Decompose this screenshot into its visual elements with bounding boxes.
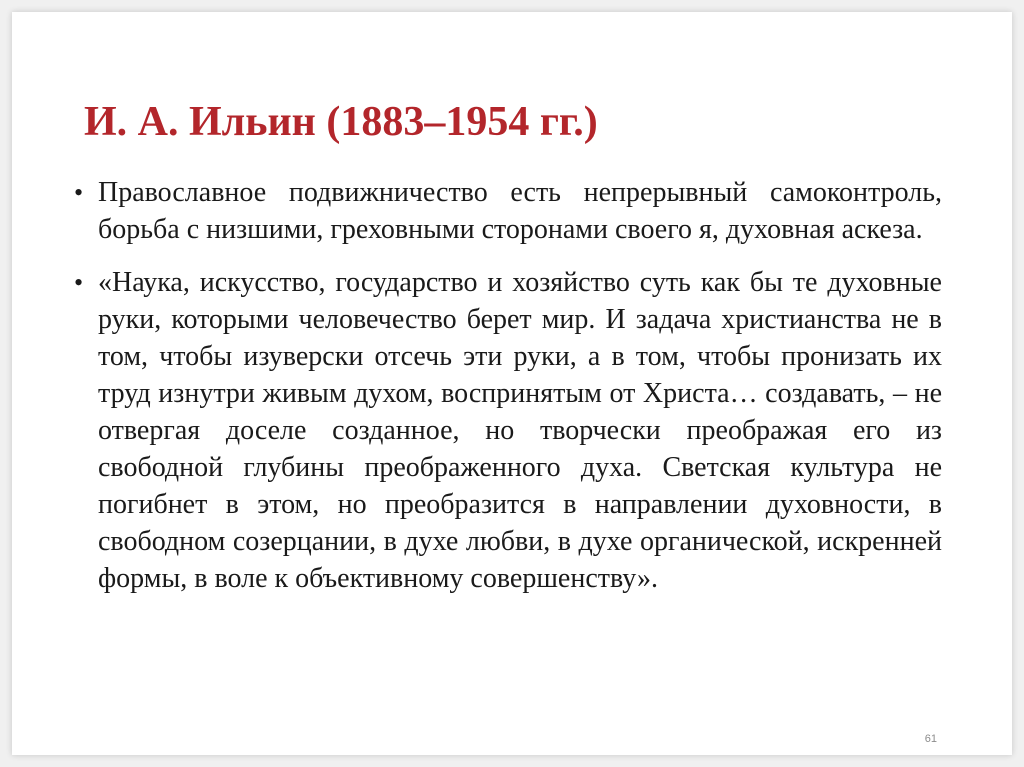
bullet-marker: • xyxy=(74,178,84,207)
bullet-text: Православное подвижничество есть непрерывный самоконтроль, борьба с низшими, греховными сторонами своего я, духовная аскеза. xyxy=(98,177,942,245)
bullet-item-quote xyxy=(74,264,942,597)
bullet-text: «Наука, искусство, государство и хозяйство суть как бы те духовные руки, которыми человечество берет мир. И задача христианства не в том, чтобы изуверски отсечь эти руки, а в том, чтобы пронизать их труд изнутри живым духом, воспринятым от Христа… создавать, – не отвергая доселе созданное, но творчески преображая его из свободной глубины преображенного духа. Светская культура не погибнет в этом, но преобразится в направлении духовности, в свободном созерцании, в духе любви, в духе органической, искренней формы, в воле к объективному совершенству». xyxy=(98,267,942,594)
bullet-marker: • xyxy=(74,268,84,297)
page-number: 61 xyxy=(924,733,937,745)
bullet-item-asceticism xyxy=(74,174,942,248)
slide-title: И. А. Ильин (1883–1954 гг.) xyxy=(84,99,598,145)
bullet-list xyxy=(74,174,942,613)
slide xyxy=(12,12,1012,755)
